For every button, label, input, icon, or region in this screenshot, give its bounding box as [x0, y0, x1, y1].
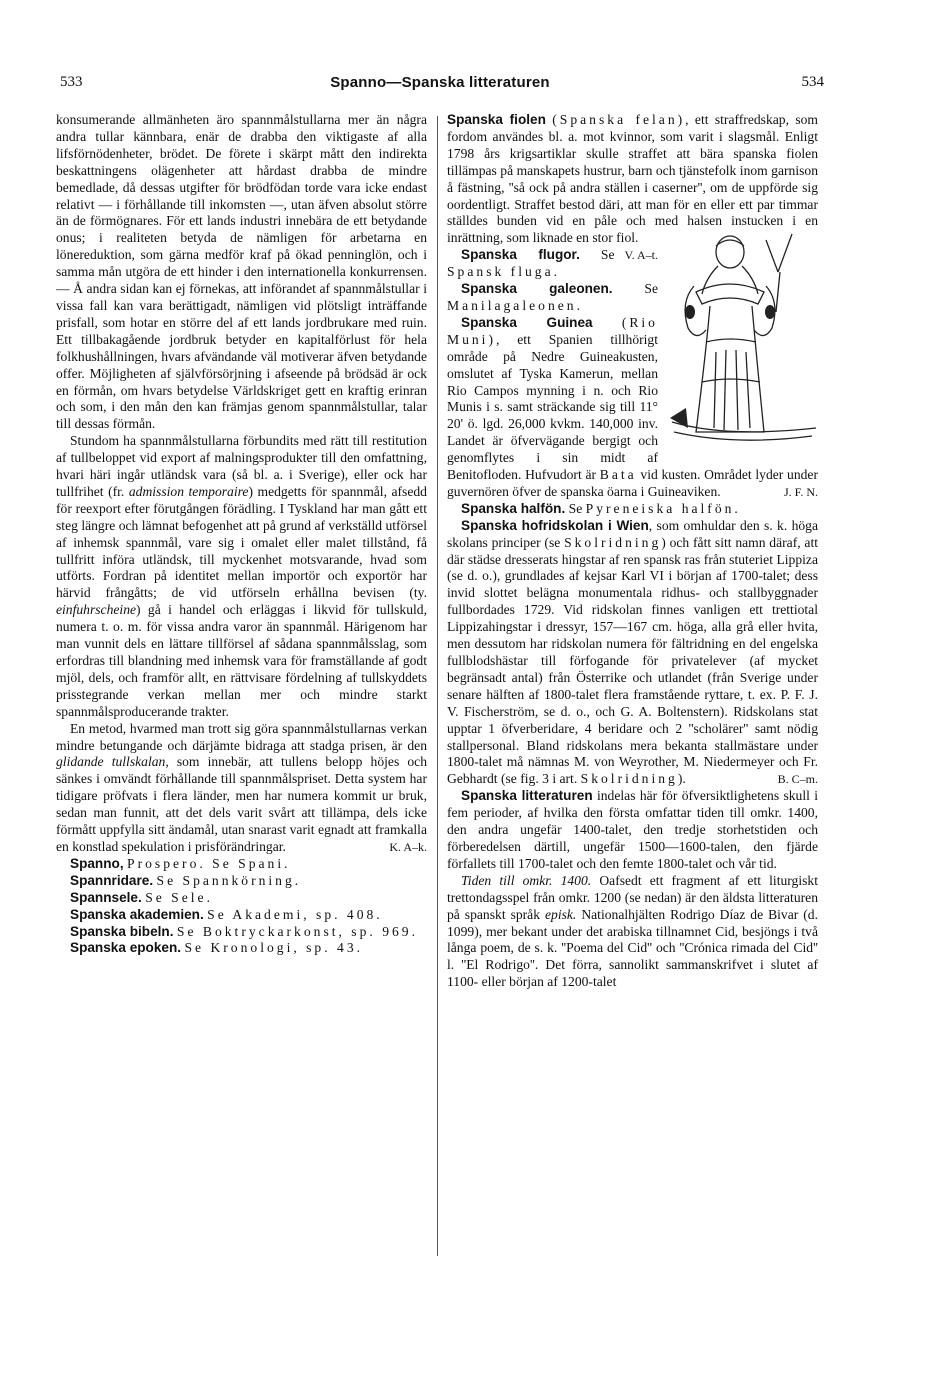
- entry-spanska-hofridskolan: Spanska hofridskolan i Wien, som omhuldar den s. k. höga skolans principer (se Skolridning) och fått sitt namn däraf, att där städse dresserats hingstar af ren spansk ras från stuteriet Lippiza (se d. o.), grundlades af kejsar Karl VI i början af 1700-talet; dess invid slottet belägna monumentala ridhus- och stallbyggnader fullbordades 1729. Vid ridskolan finnes vanligen ett trettiotal Lippizahingstar i dressyr, 157—167 cm. höga, alla grå eller hvita, men dessutom har ridskolan numera för fältridning en del engelska fullblodshästar till förfogande för privatelever (af mycket begränsadt antal) från Österrike och utlandet (från Sverige under senare hälften af 1800-talet flera framstående ryttare, t. ex. P. F. J. V. Fischerström, se d. o., och G. A. Boltenstern). Ridskolans stat upptar 1 öfverberidare, 4 beridare och 2 ''scholärer'' samt nödig stallpersonal. Bland ridskolans mera bekanta stallmästare under 1800-talet må nämnas M. von Weyrother, M. Niedermeyer och Fr. Gebhardt (se fig. 3 i art. Skolridning). B. C–m.: [447, 517, 818, 787]
- headword: Spannsele.: [70, 889, 142, 905]
- entry-spanska-halfon: Spanska halfön. Se Pyreneiska halfön.: [461, 500, 741, 516]
- spanish-fiddle-illustration: [666, 232, 818, 452]
- entry: Spanska epoken. Se Kronologi, sp. 43.: [70, 940, 364, 956]
- entry-spanska-litteraturen: Spanska litteraturen indelas här för öfversiktlighetens skull i fem perioder, af hvilka den första omfattar tiden till omkr. 1400, den andra ungefär 1400-talet, den tredje storhetstiden och förberedelsen därtill, ungefär 1500—1600-talen, den fjärde förfallets till 1700-talet och den femte 1800-talet och vår tid.: [447, 788, 818, 871]
- author-signature: B. C–m.: [777, 772, 818, 787]
- headword: Spanska fiolen: [447, 112, 546, 127]
- paragraph: Stundom ha spannmålstullarna förbundits med rätt till restitution af tullbeloppet vid export af malningsprodukter till den omfattning, hvari häri ingår utländsk vara (så bl. a. i Sverige), eller ock har tullfrihet (fr. admission temporaire) medgetts för spannmål, afsedd för reexport efter förutgången förädling. I Tyskland har man gått ett steg längre och lämnat befogenhet att på grund af verkställd utförsel af inhemsk spannmål, vare sig i omalet eller malet tillstånd, få tullfritt införa utländsk, till myckenhet motsvarande, hvad som utförts. Fordran på identitet mellan importör och exportör har härvid frångåtts; de vid utförseln erhållna bevisen (ty. einfuhrscheine) gå i handel och erläggas i likvid för tullskuld, numera t. o. m. för vissa andra varor än spannmål. Härigenom har man vunnit dels en lättare tillförsel af sådana spannmålsslag, som erfordras till blandning med inhemsk vara för framställande af godt mjöl, dels, och framför allt, en rättvisare fördelning af tullskyddets prisstegrande verkan mellan mer och mindre starkt spannmålsproducerande trakter.: [56, 433, 427, 719]
- paragraph: En metod, hvarmed man trott sig göra spannmålstullarnas verkan mindre betungande och därjämte bidraga att stadga prisen, är den glidande tullskalan, som innebär, att tullens belopp höjes och sänkes i omvändt förhållande till spannmålspriset. Detta system har tidigare pröfvats i flera länder, men har numera kommit ur bruk, sedan man funnit, att det dels varit svårt att tillämpa, dels icke förmått uppfylla sitt ändamål, utan snarast varit egnadt att framkalla en konstlad spekulation i prisförändringar. K. A–k.: [56, 720, 427, 854]
- author-signature: V. A–t.: [624, 248, 658, 263]
- column-divider: [437, 116, 438, 1256]
- paragraph: Tiden till omkr. 1400. Oafsedt ett fragment af ett liturgiskt trettondagsspel från omkr. 1200 (se nedan) är den äldsta litteraturen på spanskt språk episk. Nationalhjälten Rodrigo Díaz de Bivar (d. 1099), mer bekant under det arabiska tillnamnet Cid, besjöngs i två långa poem, de s. k. ''Poema del Cid'' och ''Crónica rimada del Cid'' l. ''El Rodrigo''. Det förra, sannolikt sammanskrifvet i slutet af 1100- eller början af 1200-talet: [447, 872, 818, 990]
- headword: Spanno,: [70, 855, 124, 871]
- headword: Spanska bibeln.: [70, 923, 174, 939]
- page-header: [56, 74, 824, 94]
- cross-reference: Manilagaleonen.: [447, 297, 583, 313]
- cross-reference: Spansk fluga.: [447, 264, 561, 280]
- headword: Spannridare.: [70, 872, 154, 888]
- entry: Spanno, Prospero. Se Spani.: [70, 855, 291, 871]
- woman-in-pillory-drawing: [666, 232, 818, 452]
- headword: Spanska litteraturen: [461, 788, 593, 804]
- page-number-left: 533: [60, 74, 83, 90]
- entry: Spanska akademien. Se Akademi, sp. 408.: [70, 906, 383, 922]
- headword: Spanska flugor.: [461, 247, 580, 263]
- author-signature: J. F. N.: [783, 484, 818, 499]
- headword: Spanska epoken.: [70, 940, 182, 956]
- entry-spanska-flugor: Spanska flugor. Se Spansk fluga.: [447, 247, 615, 280]
- entry: Spannsele. Se Sele.: [70, 889, 213, 905]
- left-column: [56, 112, 427, 957]
- headword: Spanska galeonen.: [461, 281, 613, 297]
- paragraph: konsumerande allmänheten äro spannmålstullarna mer än några andra tullar kännbara, enär de drabba den viktigaste af alla lifsförnödenheter, brödet. De förete i skärpt mått den indirekta beskattningens olägenheter att hårdast drabba de mindre bemedlade, då dessas utgifter för brödfödan torde vara icke endast relativt — i förhållande till inkomsten —, utan äfven absolut större än de förmögnares. För ett lands industri innebära de ett betydande onus; i realiteten betyda de nämligen för arbetarna en lönereduktion, som gärna medför kraf på ökad penninglön, och i samma mån utgöra de ett hinder i den internationella konkurrensen. — Å andra sidan kan ej förnekas, att införandet af spannmålstullar i vissa fall kan vara berättigadt, nämligen vid plötsligt inträffande prisfall, som hotar en större del af ett lands jordbrukare med ruin. Ett tillbakagående jordbruk betyder en kapitalförlust för hela folkhushållningen, hvars afvändande väl motiverar äfven betydande offer. Möjligheten af självförsörjning i afseende på brödsäd är ock en förmån, om hvars betydelse Världskriget gett en kraftig erinran och som, i den mån den kan främjas genom spannmålstullar, talar till dessas förmån.: [56, 112, 427, 432]
- headword: Spanska Guinea: [461, 314, 593, 330]
- entry-spanska-guinea: Spanska Guinea (Rio Muni), ett Spanien tillhörigt område på Nedre Guineakusten, omslutet af Tyska Kamerun, mellan Rio Campos mynning i n. och Rio Munis i s. samt sträckande sig till 11° 20' ö. lgd. 26,000 kvkm. 140,000 inv. Landet är öfvervägande bergigt och genomflytes i sin midt af Benitofloden. Hufvudort är Bata vid kusten. Området lyder under guvernören öfver de spanska öarna i Guineaviken. J. F. N.: [447, 314, 818, 499]
- headword: Spanska halfön.: [461, 500, 566, 516]
- author-signature: K. A–k.: [389, 839, 427, 854]
- headword: Spanska hofridskolan i Wien: [461, 517, 649, 533]
- entry-spanska-galeonen: Spanska galeonen. Se Manilagaleonen.: [447, 281, 658, 313]
- right-column: [447, 112, 818, 991]
- entry: Spannridare. Se Spannkörning.: [70, 872, 302, 888]
- page-number-right: 534: [801, 74, 824, 90]
- headword: Spanska akademien.: [70, 906, 204, 922]
- entry-spanska-fiolen: Spanska fiolen (Spanska felan), ett straffredskap, som fordom användes bl. a. mot kvinnor, som varit i slagsmål. Enligt 1798 års krigsartiklar skulle straffet att bära spanska fiolen tillämpas på manskapets hustrur, barn och tjänstefolk inom garnison å fästning, ''så ock på andra ställen i caserner'', om de uppförde sig oordentligt. Straffet bestod däri, att man för en eller ett par timmar ställdes bunden vid en påle och med halsen instucken i en inrättning, som liknade en stor fiol. V. A–t.: [447, 112, 818, 247]
- entry: Spanska bibeln. Se Boktryckarkonst, sp. 969.: [70, 923, 418, 939]
- running-head: Spanno—Spanska litteraturen: [330, 74, 550, 91]
- cross-reference: Pyreneiska halfön.: [585, 500, 741, 516]
